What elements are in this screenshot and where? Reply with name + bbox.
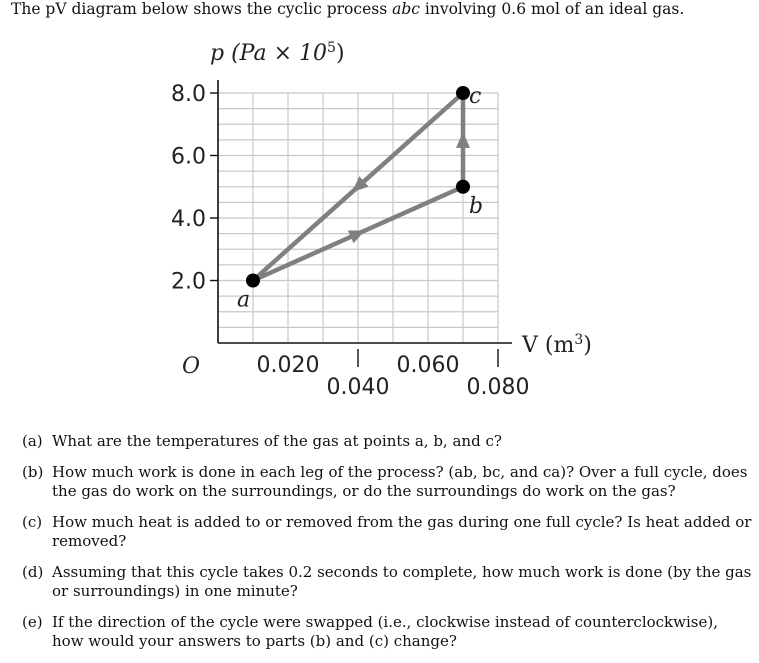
question-item — [22, 432, 752, 451]
state-label-b: b — [469, 193, 484, 219]
x-axis-title: V $(m^3)$ — [522, 332, 592, 358]
question-text: What are the temperatures of the gas at points a, b, and c? — [52, 432, 502, 450]
question-text: How much heat is added to or removed from the gas during one full cycle? Is heat added or removed? — [52, 513, 752, 550]
question-label: (c) — [22, 513, 43, 531]
intro-text — [11, 0, 684, 18]
question-text: If the direction of the cycle were swapped (i.e., clockwise instead of counterclockwise), how would your answers to parts (b) and (c) change? — [52, 613, 718, 650]
intro-process: abc — [392, 0, 420, 18]
y-tick-label: 2.0 — [171, 269, 206, 295]
x-tick-label: 0.080 — [466, 375, 530, 400]
question-label: (e) — [22, 613, 43, 631]
tick-labels — [171, 82, 529, 400]
state-points — [237, 84, 483, 313]
y-tick-label: 8.0 — [171, 82, 206, 107]
y-tick-label: 4.0 — [171, 207, 206, 232]
intro-before: The pV diagram below shows the cyclic process — [11, 0, 393, 18]
question-item — [22, 563, 752, 601]
question-text: Assuming that this cycle takes 0.2 seconds to complete, how much work is done (by the gas or surroundings) in one minute? — [52, 563, 752, 600]
pv-diagram — [150, 30, 610, 420]
x-tick-label: 0.060 — [396, 353, 460, 378]
question-item — [22, 513, 752, 551]
state-point-a — [246, 274, 260, 288]
x-tick-label: 0.040 — [326, 375, 390, 400]
state-label-a: a — [237, 287, 251, 313]
y-tick-label: 6.0 — [171, 144, 206, 170]
axes — [218, 80, 512, 343]
grid — [218, 93, 498, 343]
question-text: How much work is done in each leg of the process? (ab, bc, and ca)? Over a full cycle, does the gas do work on the surroundings, or do the surroundings do work on the gas? — [52, 463, 748, 500]
origin-label: O — [182, 354, 201, 379]
question-list — [22, 432, 752, 663]
question-label: (a) — [22, 432, 43, 450]
x-tick-label: 0.020 — [256, 353, 320, 378]
state-point-c — [456, 86, 470, 100]
y-axis-title: p $(Pa \times 10^5)$ — [210, 40, 345, 66]
question-item — [22, 463, 752, 501]
question-label: (b) — [22, 463, 44, 481]
state-label-c: c — [469, 84, 482, 109]
intro-after: involving 0.6 mol of an ideal gas. — [419, 0, 685, 18]
question-item — [22, 613, 752, 651]
state-point-b — [456, 180, 470, 194]
question-label: (d) — [22, 563, 44, 581]
